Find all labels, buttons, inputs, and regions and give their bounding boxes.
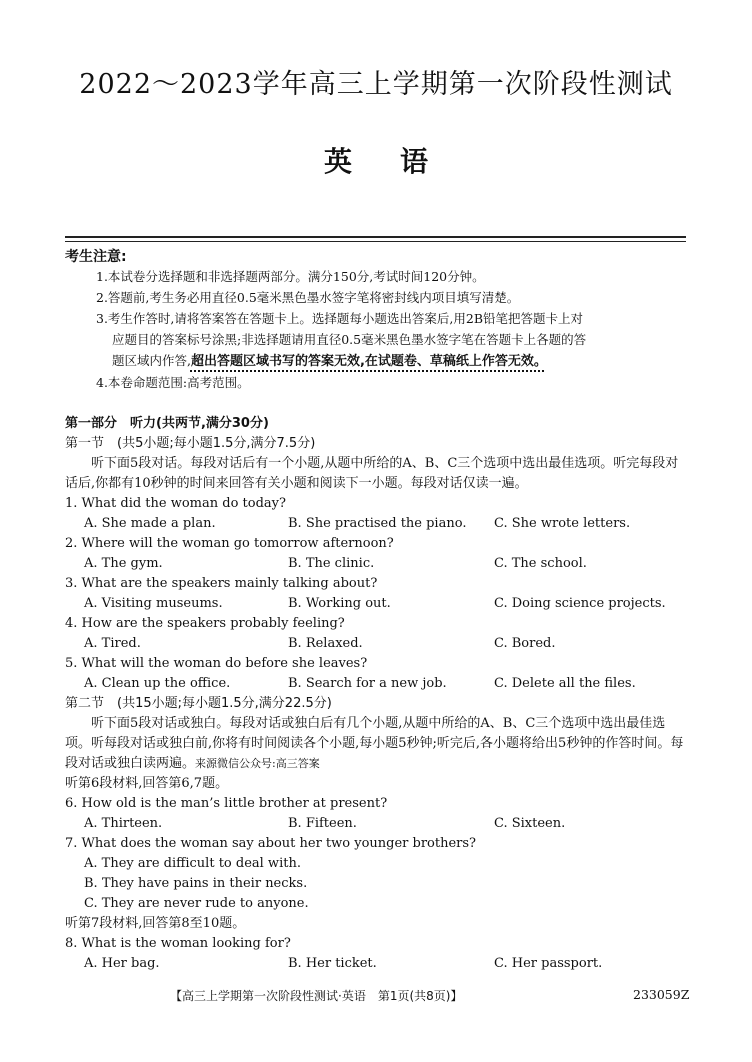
option-7b: B. They have pains in their necks. [84, 876, 308, 891]
question-1: 1. What did the woman do today? [65, 496, 286, 511]
notice-item-3-cont2 [96, 350, 688, 372]
section2-heading: 第二节 (共15小题;每小题1.5分,满分22.5分) [65, 696, 332, 711]
section2-instr-text: 听下面5段对话或独白。每段对话或独白后有几个小题,从题中所给的A、B、C三个选项中选出最佳选项。听每段对话或独白前,你将有时间阅读各个小题,每小题5秒钟;听完后,各小题将给出5秒钟的作答时间。每段对话或独白读两遍。 [65, 716, 684, 771]
notice-list [96, 266, 688, 393]
option-6c: C. Sixteen. [494, 816, 566, 831]
options-3 [65, 594, 690, 614]
option-1b: B. She practised the piano. [288, 516, 467, 531]
material-7-note: 听第7段材料,回答第8至10题。 [65, 916, 246, 931]
option-5c: C. Delete all the files. [494, 676, 636, 691]
source-note: 来源微信公众号:高三答案 [195, 757, 320, 770]
option-5b: B. Search for a new job. [288, 676, 447, 691]
question-7: 7. What does the woman say about her two younger brothers? [65, 836, 477, 851]
notice-item-1: 1.本试卷分选择题和非选择题两部分。满分150分,考试时间120分钟。 [96, 269, 485, 284]
notice-item-3: 3.考生作答时,请将答案答在答题卡上。选择题每小题选出答案后,用2B铅笔把答题卡上对 [96, 311, 584, 326]
footer-code: 233059Z [633, 987, 690, 1002]
option-7a: A. They are difficult to deal with. [84, 856, 301, 871]
option-4c: C. Bored. [494, 636, 556, 651]
option-8b: B. Her ticket. [288, 956, 377, 971]
notice-item-3-cont: 应题目的答案标号涂黑;非选择题请用直径0.5毫米黑色墨水签字笔在答题卡上各题的答 [112, 332, 587, 347]
option-5a: A. Clean up the office. [84, 676, 231, 691]
option-2a: A. The gym. [84, 556, 163, 571]
options-2 [65, 554, 690, 574]
option-8c: C. Her passport. [494, 956, 603, 971]
notice-item-4: 4.本卷命题范围:高考范围。 [96, 375, 250, 390]
section2-instructions [65, 714, 690, 774]
divider-thin [65, 241, 686, 242]
notice-emphasis: 超出答题区域书写的答案无效,在试题卷、草稿纸上作答无效。 [190, 354, 547, 369]
listening-section [65, 414, 690, 974]
options-1 [65, 514, 690, 534]
option-6a: A. Thirteen. [84, 816, 163, 831]
option-4b: B. Relaxed. [288, 636, 363, 651]
option-3a: A. Visiting museums. [84, 596, 223, 611]
material-6-note: 听第6段材料,回答第6,7题。 [65, 776, 229, 791]
option-7c: C. They are never rude to anyone. [84, 896, 309, 911]
question-6: 6. How old is the man’s little brother at present? [65, 796, 388, 811]
option-1a: A. She made a plan. [84, 516, 216, 531]
exam-title: 2022～2023学年高三上学期第一次阶段性测试 [79, 69, 673, 100]
options-6 [65, 814, 690, 834]
question-5: 5. What will the woman do before she leaves? [65, 656, 368, 671]
option-3b: B. Working out. [288, 596, 391, 611]
option-6b: B. Fifteen. [288, 816, 357, 831]
section1-instructions: 听下面5段对话。每段对话后有一个小题,从题中所给的A、B、C三个选项中选出最佳选项。听完每段对话后,你都有10秒钟的时间来回答有关小题和阅读下一小题。每段对话仅读一遍。 [65, 456, 679, 491]
question-2: 2. Where will the woman go tomorrow afternoon? [65, 536, 394, 551]
section1-heading: 第一节 (共5小题;每小题1.5分,满分7.5分) [65, 436, 316, 451]
question-4: 4. How are the speakers probably feeling? [65, 616, 345, 631]
option-4a: A. Tired. [84, 636, 141, 651]
option-8a: A. Her bag. [84, 956, 160, 971]
question-3: 3. What are the speakers mainly talking about? [65, 576, 378, 591]
divider-thick [65, 236, 686, 238]
option-3c: C. Doing science projects. [494, 596, 666, 611]
options-5 [65, 674, 690, 694]
question-8: 8. What is the woman looking for? [65, 936, 291, 951]
part1-heading: 第一部分 听力(共两节,满分30分) [65, 416, 269, 431]
option-2b: B. The clinic. [288, 556, 375, 571]
exam-subject: 英语 [323, 145, 476, 178]
footer-label: 【高三上学期第一次阶段性测试·英语 第1页(共8页)】 [170, 989, 463, 1003]
options-4 [65, 634, 690, 654]
notice-heading: 考生注意: [65, 249, 127, 265]
notice-item-3-tail: 题区域内作答, [112, 353, 191, 368]
option-1c: C. She wrote letters. [494, 516, 631, 531]
notice-item-2: 2.答题前,考生务必用直径0.5毫米黑色墨水签字笔将密封线内项目填写清楚。 [96, 290, 520, 305]
option-2c: C. The school. [494, 556, 587, 571]
options-8 [65, 954, 690, 974]
